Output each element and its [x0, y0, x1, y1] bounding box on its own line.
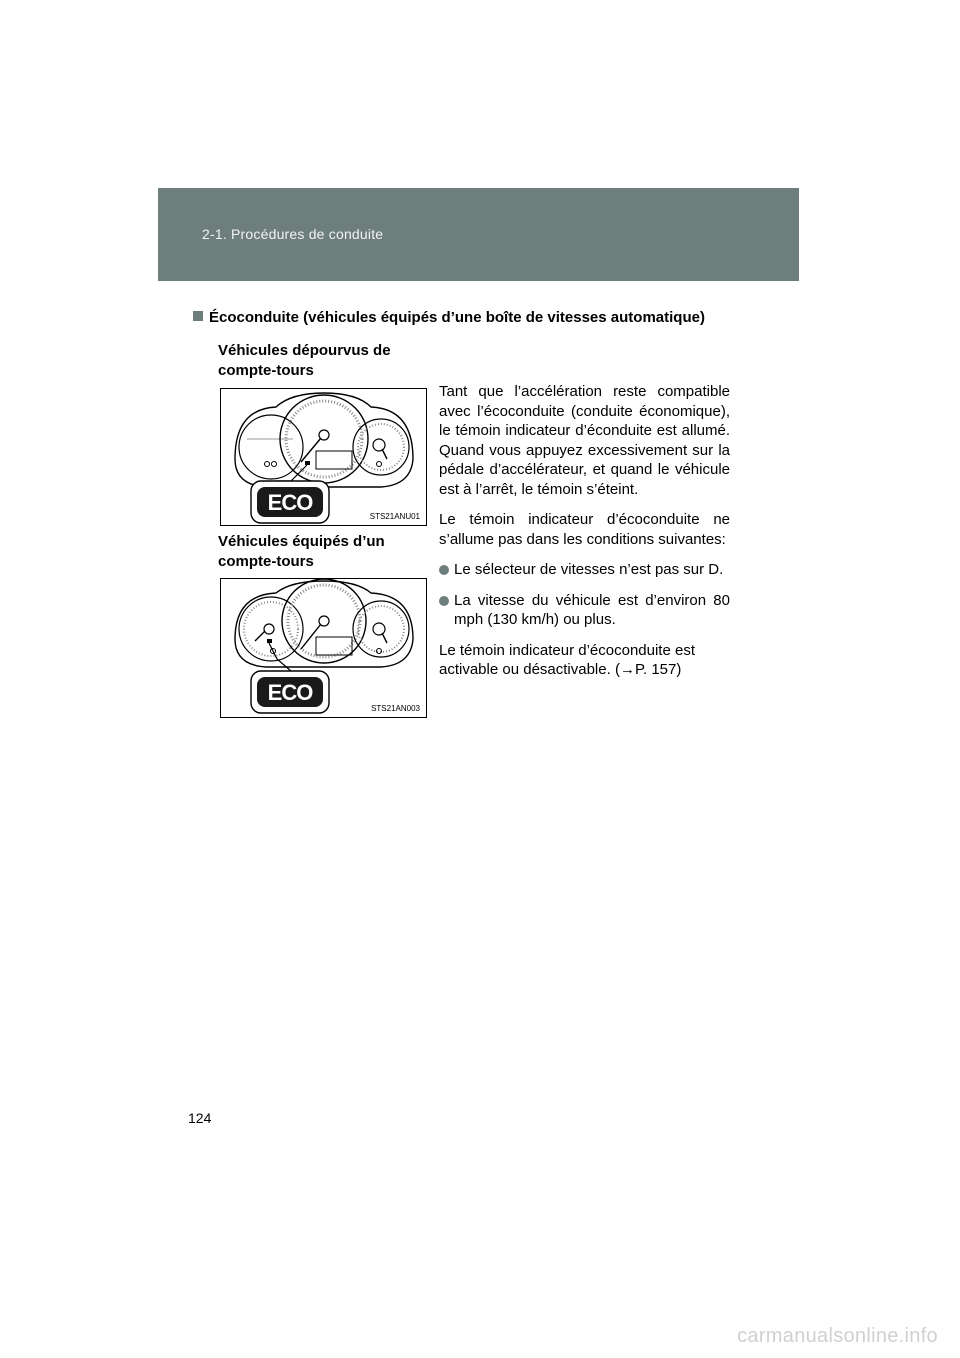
figure-2-eco-badge: ECO	[267, 680, 313, 705]
figure-2-caption: Véhicules équipés d’un compte-tours	[218, 533, 385, 570]
chapter-header-band	[158, 188, 799, 281]
cluster-illustration-no-tachometer	[221, 389, 426, 525]
cluster-illustration-with-tachometer	[221, 579, 426, 717]
watermark: carmanualsonline.info	[737, 1325, 938, 1347]
figure-2-code: STS21AN003	[371, 704, 420, 713]
figure-1-code: STS21ANU01	[369, 512, 420, 521]
bullet-dot-icon	[439, 565, 449, 575]
chapter-title: 2-1. Procédures de conduite	[202, 226, 384, 242]
list-item-text: La vitesse du véhicule est d’environ 80 mph (130 km/h) ou plus.	[454, 591, 730, 628]
paragraph-eco-indicator-lit: Tant que l’accélération reste compatible avec l’écoconduite (conduite économique), le témoin indicateur d’éconduite est allumé. Quand vous appuyez excessivement sur la pédale d’accélérateur, et quand le véhicule est à l’arrêt, le témoin s’éteint.	[439, 383, 730, 498]
list-item-text: Le sélecteur de vitesses n’est pas sur D.	[454, 561, 724, 578]
figure-2-instrument-cluster	[220, 578, 427, 718]
body-text-column	[439, 382, 730, 691]
section-title	[193, 309, 705, 326]
paragraph-activation-reference: Le témoin indicateur d’écoconduite est activable ou désactivable. (→P. 157)	[439, 641, 695, 678]
square-bullet-icon	[193, 311, 203, 321]
figure-1-eco-badge: ECO	[267, 490, 313, 515]
page-number: 124	[188, 1110, 212, 1126]
figure-1-instrument-cluster	[220, 388, 427, 526]
paragraph-conditions-intro: Le témoin indicateur d’écoconduite ne s’allume pas dans les conditions suivantes:	[439, 511, 730, 548]
figure-1-caption: Véhicules dépourvus de compte-tours	[218, 342, 391, 379]
bullet-dot-icon	[439, 596, 449, 606]
list-item	[439, 591, 730, 630]
list-item	[439, 560, 730, 580]
section-title-text: Écoconduite (véhicules équipés d’une boîte de vitesses automatique)	[209, 309, 705, 326]
